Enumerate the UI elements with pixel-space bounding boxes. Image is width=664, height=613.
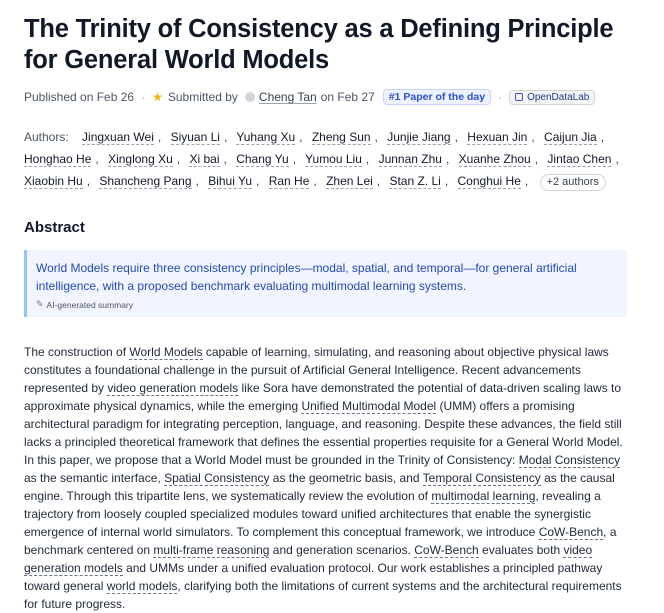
author-separator: , — [223, 152, 227, 166]
keyword-link[interactable]: CoW-Bench — [538, 525, 604, 539]
abstract-text: and UMMs under a unified evaluation protocol. Our work establishes a principled pathway toward general — [24, 561, 603, 593]
author-link[interactable]: Xiaobin Hu — [24, 174, 83, 188]
author-separator: , — [157, 130, 162, 144]
author-link[interactable]: Xinglong Xu — [108, 152, 173, 166]
paper-of-the-day-badge[interactable]: #1 Paper of the day — [383, 89, 491, 105]
keyword-link[interactable]: World Models — [129, 345, 203, 359]
authors-list — [24, 126, 649, 192]
avatar — [245, 92, 255, 102]
author-separator: , — [95, 152, 99, 166]
keyword-link[interactable]: world models — [106, 579, 178, 593]
ai-summary-label-row — [36, 299, 617, 310]
author-separator: , — [195, 174, 199, 188]
author-link[interactable]: Zhen Lei — [326, 174, 373, 188]
abstract-text: , clarifying both the limitations of current systems and the architectural requirements for future progress. — [24, 579, 622, 611]
author-link[interactable]: Yumou Liu — [305, 152, 362, 166]
keyword-link[interactable]: video generation models — [107, 381, 239, 395]
abstract-text: capable of learning, simulating, and reasoning about objective physical laws constitutes a foundational challenge in the pursuit of Artificial General Intelligence. Recent advancements represented by — [24, 345, 609, 395]
org-icon — [515, 93, 523, 101]
author-link[interactable]: Bihui Yu — [208, 174, 253, 188]
abstract-text: , revealing a trajectory from loosely coupled specialized modules toward unified architectures that enable the synergistic emergence of internal world simulators. To complement this conceptual framework, we introduce — [24, 489, 601, 539]
sparkle-icon: ✎ — [36, 299, 44, 309]
abstract-text: (UMM) offers a promising architectural paradigm for integrating perception, language, and reasoning. Despite these advances, the field still lacks a principled theoretical framework that defines the essential properties requisite for a General World Model. In this paper, we propose that a World Model must be grounded in the Trinity of Consistency: — [24, 399, 623, 467]
author-link[interactable]: Honghao He — [24, 152, 92, 166]
author-separator: , — [176, 152, 181, 166]
author-link[interactable]: Xuanhe Zhou — [458, 152, 531, 166]
org-badge-label: OpenDataLab — [527, 91, 590, 103]
abstract-text: as the geometric basis, and — [269, 471, 423, 485]
meta-separator: · — [141, 90, 146, 104]
more-authors-button[interactable]: +2 authors — [540, 174, 606, 191]
paper-meta — [24, 88, 644, 106]
author-separator: , — [292, 152, 297, 166]
author-separator: , — [223, 130, 228, 144]
abstract-text: The construction of — [24, 345, 130, 359]
authors-label: Authors: — [24, 130, 69, 144]
abstract-text: evaluates both — [478, 543, 564, 557]
author-link[interactable]: Jingxuan Wei — [82, 130, 154, 144]
org-badge[interactable] — [509, 90, 595, 105]
page-title: The Trinity of Consistency as a Defining Principle for General World Models — [24, 15, 614, 74]
author-separator: , — [534, 152, 539, 166]
author-separator: , — [365, 152, 370, 166]
ai-summary-text: World Models require three consistency principles—modal, spatial, and temporal—for general artificial intelligence, with a proposed benchmark evaluating multimodal learning systems. — [36, 261, 577, 293]
abstract-body — [24, 343, 636, 613]
keyword-link[interactable]: Temporal Consistency — [422, 471, 541, 485]
keyword-link[interactable]: Modal Consistency — [518, 453, 621, 467]
ai-summary-label: AI-generated summary — [46, 299, 133, 310]
submitted-by-label: Submitted by — [167, 90, 238, 104]
author-link[interactable]: Junnan Zhu — [378, 152, 442, 166]
ai-summary-box — [24, 250, 627, 317]
author-separator: , — [376, 174, 381, 188]
keyword-link[interactable]: multi-frame reasoning — [153, 543, 270, 557]
author-link[interactable]: Zheng Sun — [311, 130, 371, 144]
abstract-text: and generation scenarios. — [269, 543, 415, 557]
author-link[interactable]: Hexuan Jin — [467, 130, 528, 144]
keyword-link[interactable]: Unified Multimodal Model — [301, 399, 437, 413]
author-link[interactable]: Yuhang Xu — [236, 130, 296, 144]
published-date: Published on Feb 26 — [24, 90, 135, 104]
submitted-date: on Feb 27 — [320, 90, 375, 104]
author-link[interactable]: Conghui He — [457, 174, 521, 188]
author-link[interactable]: Xi bai — [189, 152, 220, 166]
star-icon: ★ — [152, 90, 163, 104]
abstract-text: like Sora have demonstrated the potential of data-driven scaling laws to approximate physical dynamics, while the emerging — [24, 381, 622, 413]
author-separator: , — [313, 174, 317, 188]
author-link[interactable]: Caijun Jia — [544, 130, 597, 144]
author-separator: , — [445, 152, 450, 166]
author-separator: , — [299, 130, 303, 144]
keyword-link[interactable]: Spatial Consistency — [164, 471, 270, 485]
author-separator: , — [86, 174, 91, 188]
author-separator: , — [374, 130, 378, 144]
abstract-text: as the semantic interface, — [24, 471, 165, 485]
author-link[interactable]: Ran He — [268, 174, 310, 188]
abstract-text: as the causal engine. Through this tripartite lens, we systematically review the evolution of — [24, 471, 615, 503]
abstract-text: , a benchmark centered on — [24, 525, 617, 557]
author-link[interactable]: Jintao Chen — [547, 152, 612, 166]
keyword-link[interactable]: multimodal learning — [431, 489, 536, 503]
submitter-link[interactable]: Cheng Tan — [258, 90, 317, 104]
paper-page — [24, 14, 644, 613]
keyword-link[interactable]: CoW-Bench — [414, 543, 479, 557]
meta-separator: · — [498, 90, 503, 104]
author-separator: , — [524, 174, 529, 188]
author-separator: , — [444, 174, 449, 188]
abstract-heading: Abstract — [24, 219, 85, 236]
keyword-link[interactable]: video generation models — [24, 543, 593, 575]
author-separator: , — [600, 130, 605, 144]
author-link[interactable]: Stan Z. Li — [389, 174, 441, 188]
author-link[interactable]: Siyuan Li — [170, 130, 220, 144]
author-separator: , — [531, 130, 535, 144]
author-link[interactable]: Junjie Jiang — [387, 130, 451, 144]
author-link[interactable]: Chang Yu — [236, 152, 289, 166]
author-separator: , — [454, 130, 458, 144]
author-separator: , — [615, 152, 619, 166]
author-link[interactable]: Shancheng Pang — [99, 174, 192, 188]
author-separator: , — [256, 174, 260, 188]
